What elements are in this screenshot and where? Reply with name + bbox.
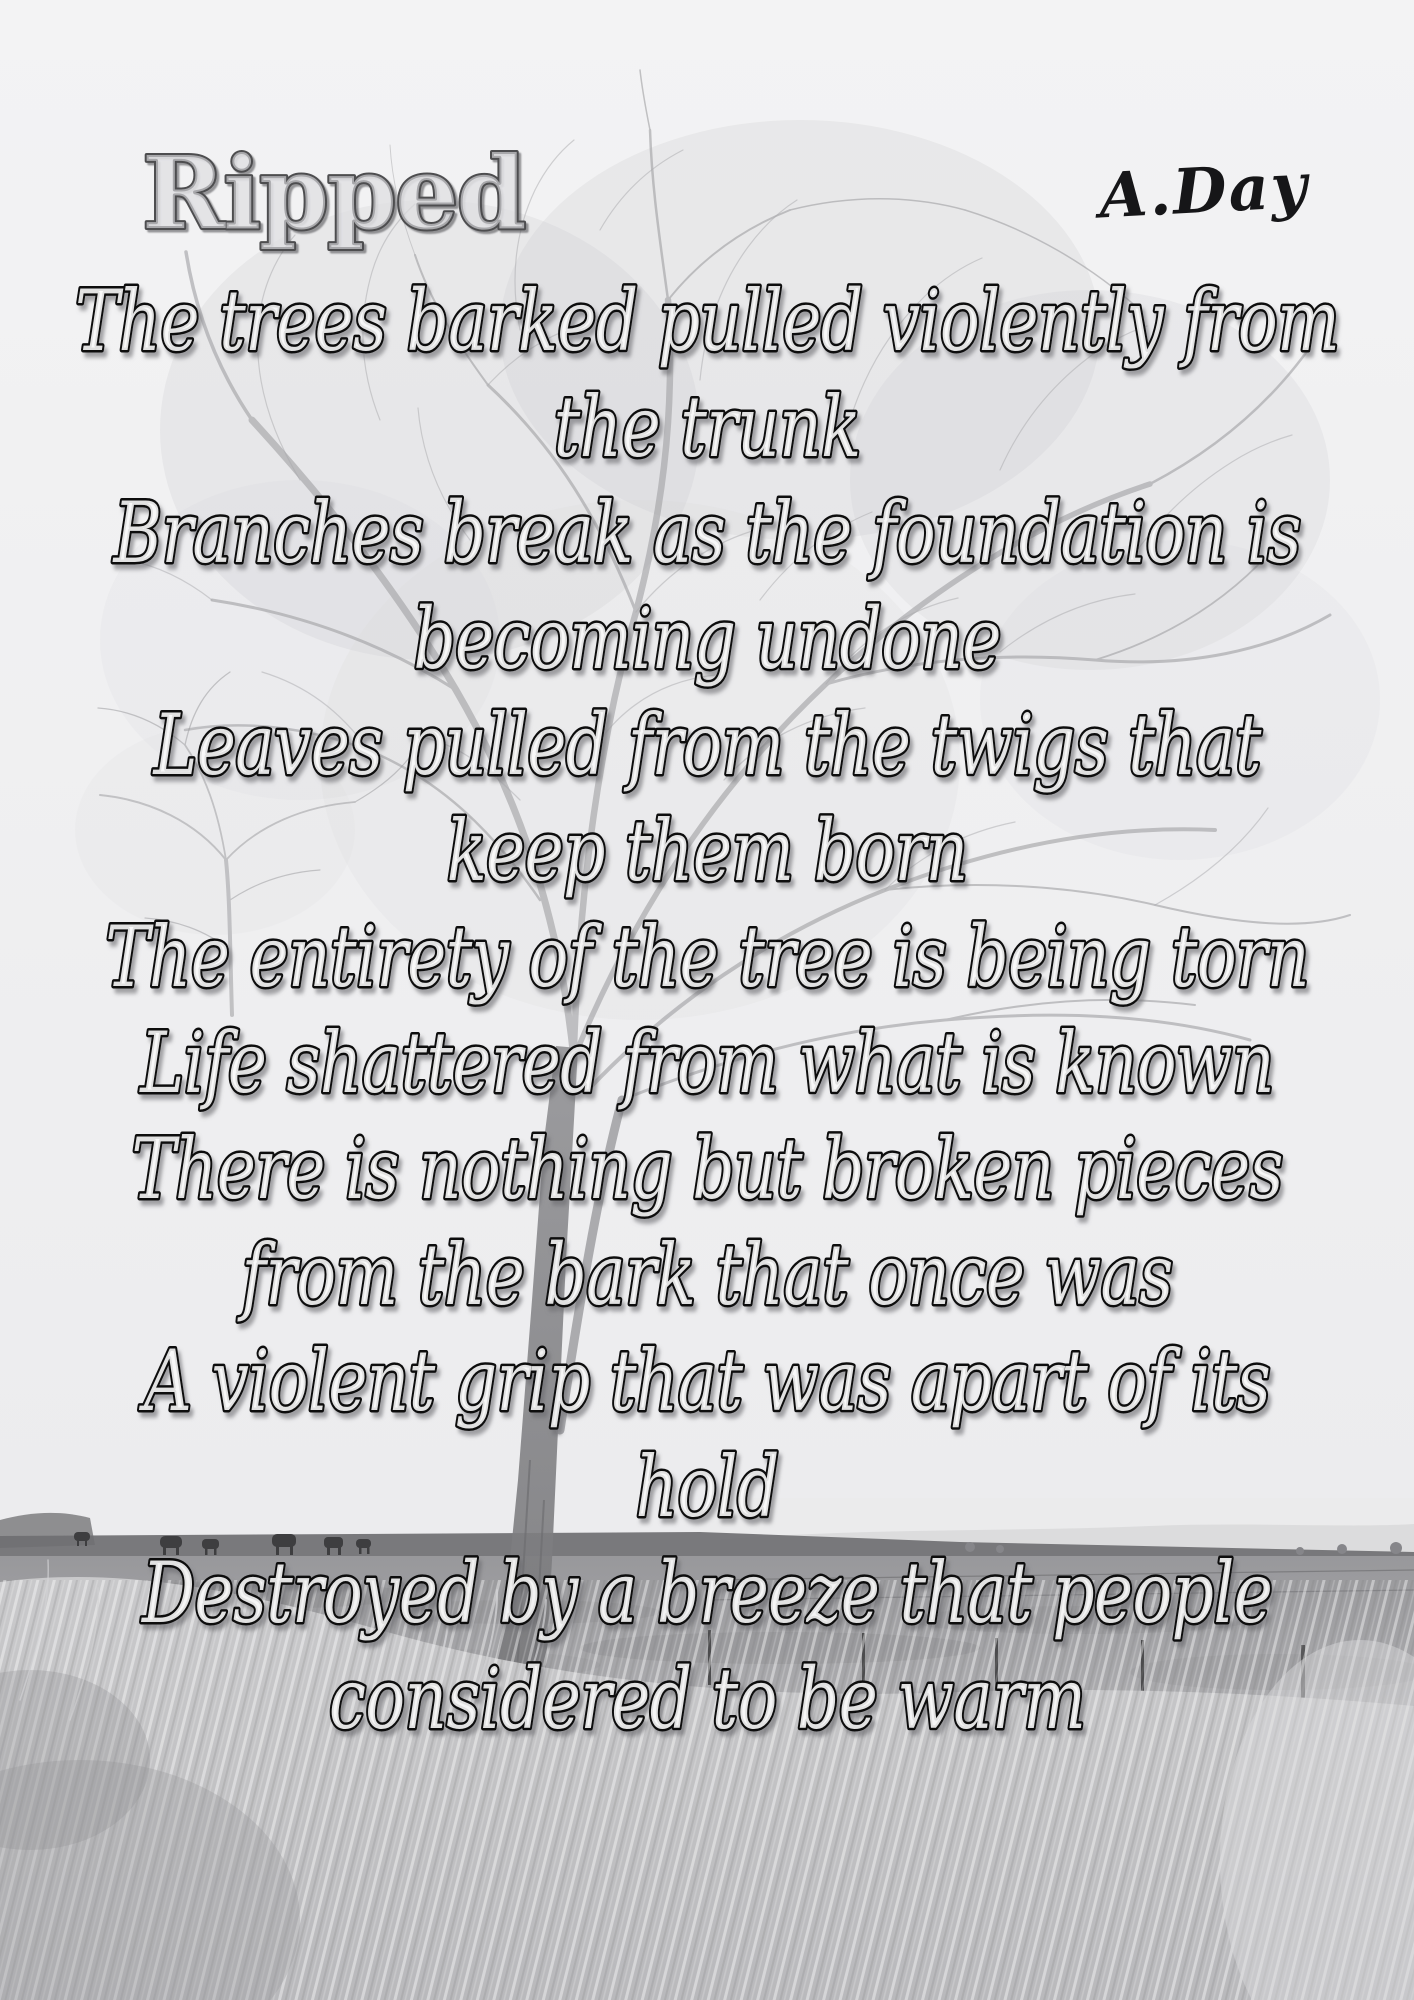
poem-line: Branches break as the foundation is xyxy=(113,484,1301,582)
poem-line: the trunk xyxy=(553,378,861,476)
poem-line: Destroyed by a breeze that people xyxy=(141,1544,1273,1642)
poem-line: becoming undone xyxy=(413,590,1001,688)
poem-line: from the bark that once was xyxy=(241,1226,1173,1324)
poem-line: Leaves pulled from the twigs that xyxy=(153,696,1261,794)
poem-title: Ripped xyxy=(142,134,525,252)
author-signature: A.Day xyxy=(1097,148,1311,233)
poem-line: keep them born xyxy=(446,802,968,900)
poem-line: Life shattered from what is known xyxy=(140,1014,1274,1112)
poem-line: The trees barked pulled violently from xyxy=(74,272,1340,370)
poem-line: The entirety of the tree is being torn xyxy=(105,908,1309,1006)
poem-line: considered to be warm xyxy=(328,1650,1086,1748)
poem-line: There is nothing but broken pieces xyxy=(131,1120,1283,1218)
poem-line: hold xyxy=(635,1438,779,1536)
poem-line: A violent grip that was apart of its xyxy=(144,1332,1271,1430)
